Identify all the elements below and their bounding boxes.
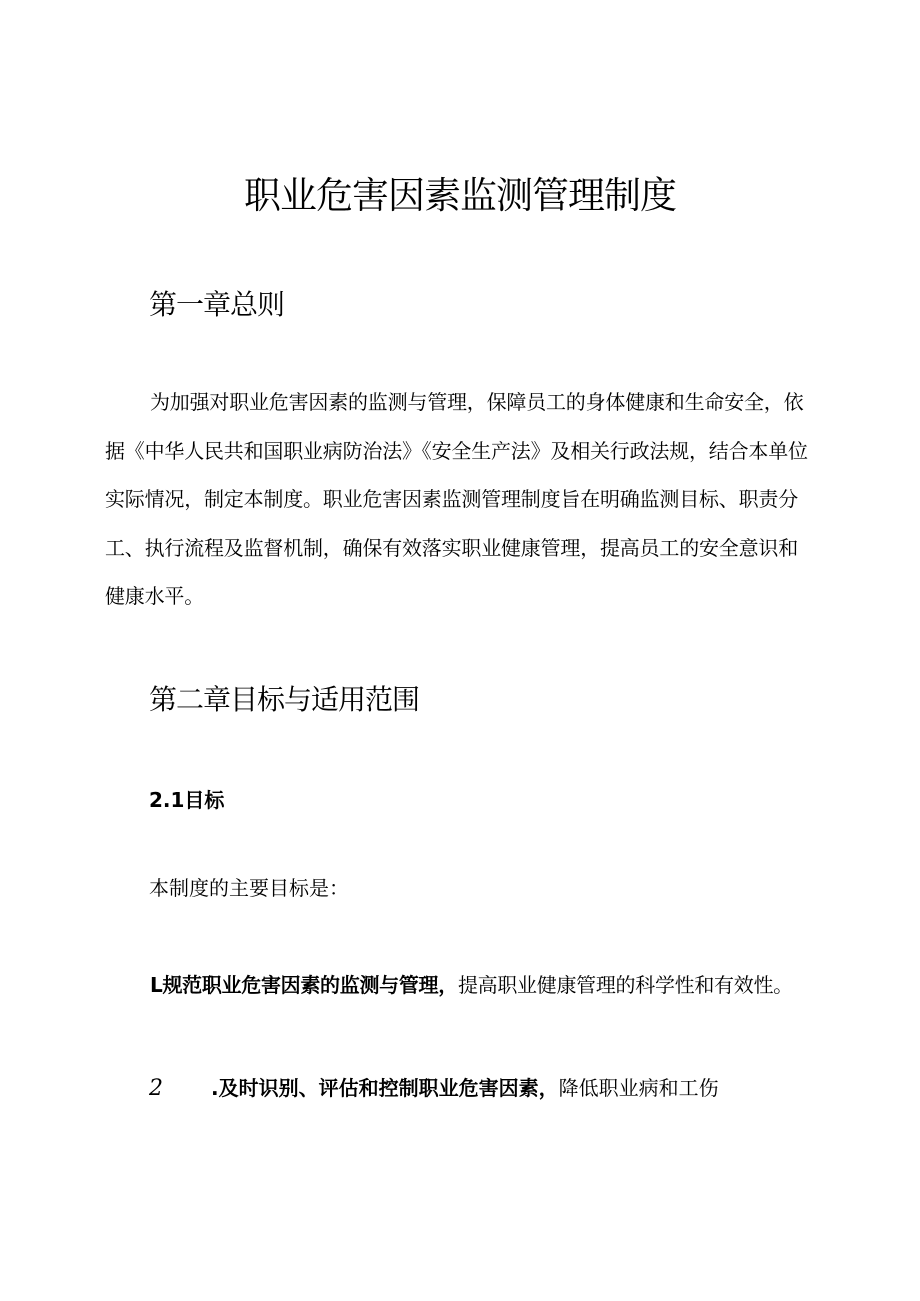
list-item-2-bold-text: .及时识别、评估和控制职业危害因素，: [211, 1076, 559, 1100]
chapter-1-paragraph: 为加强对职业危害因素的监测与管理，保障员工的身体健康和生命安全，依据《中华人民共和国职业病防治法》《安全生产法》及相关行政法规，结合本单位实际情况，制定本制度。职业危害因素监测管理制度旨在明确监测目标、职责分工、执行流程及监督机制，确保有效落实职业健康管理，提高员工的安全意识和健康水平。: [105, 390, 808, 609]
list-item-1-marker: L: [150, 973, 163, 997]
section-2-1-intro: 本制度的主要目标是：: [149, 876, 349, 900]
list-item-2: [149, 1068, 829, 1109]
list-item-1-bold-text: 规范职业危害因素的监测与管理，: [162, 973, 458, 997]
section-2-1-heading: 2.1目标: [149, 788, 225, 812]
chapter-1-heading: 第一章总则: [149, 288, 285, 321]
list-item-2-marker: 2: [149, 1076, 163, 1101]
document-title: 职业危害因素监测管理制度: [244, 174, 676, 217]
list-item-2-text: 降低职业病和工伤: [558, 1076, 719, 1100]
list-item-1-text: 提高职业健康管理的科学性和有效性。: [457, 973, 793, 997]
list-item-1: [105, 963, 817, 1007]
chapter-2-heading: 第二章目标与适用范围: [149, 683, 420, 716]
